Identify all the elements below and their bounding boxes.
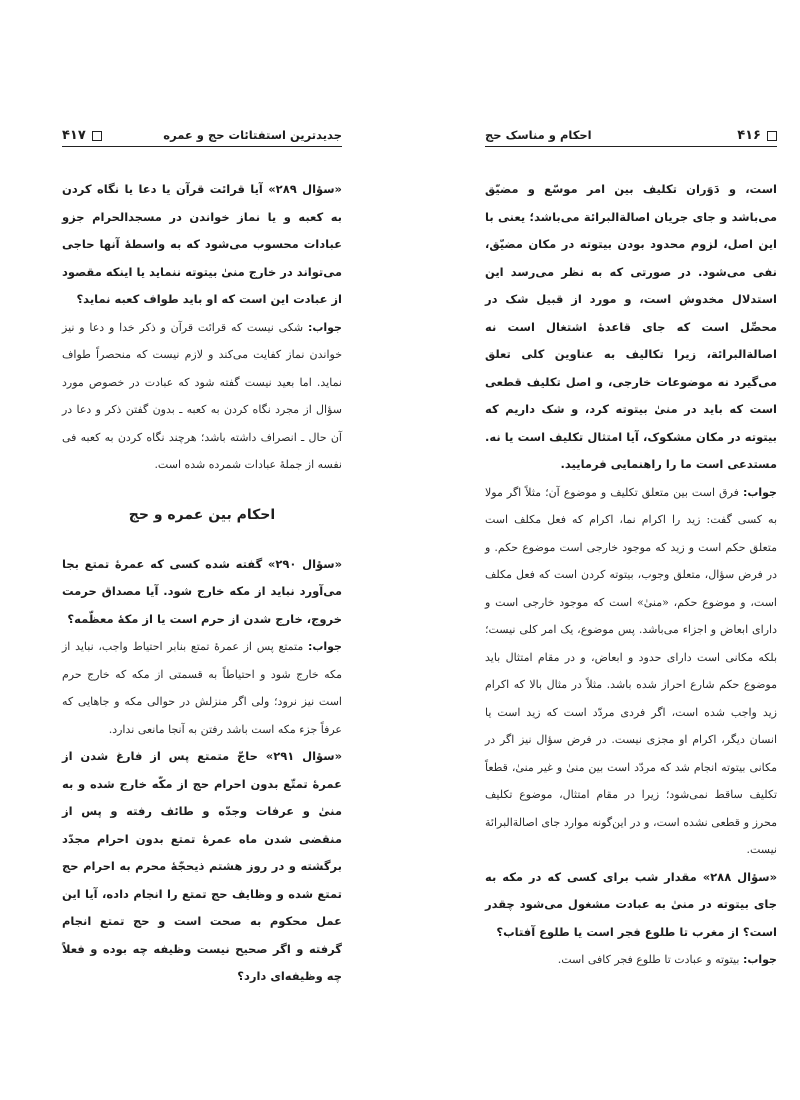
answer-text: بیتوته و عبادت تا طلوع فجر کافی است. bbox=[557, 953, 743, 966]
question-289: «سؤال ۲۸۹» آیا قرائت قرآن یا دعا یا نگاه کردن به کعبه و یا نماز خواندن در مسجدالحرام جزو عبادات محسوب می‌شود که به واسطهٔ آنها حاجی می‌تواند در خارج منیٰ بیتوته ننماید یا اینکه مقصود از عبادت این است که او باید طواف کعبه نماید؟ bbox=[61, 182, 342, 306]
answer-continued bbox=[485, 479, 777, 864]
answer-text: شکی نیست که قرائت قرآن و ذکر خدا و دعا و نیز خواندن نماز کفایت می‌کند و لازم نیست که منحصراً طواف نماید. اما بعید نیست گفته شود که عبادت در خصوص مورد سؤال از مجرد نگاه کردن به کعبه ـ بدون گفتن ذکر و دعا در آن حال ـ انصراف داشته باشد؛ هرچند نگاه کردن به کعبه فی نفسه از جملهٔ عبادات شمرده شده است. bbox=[62, 320, 342, 471]
page-body bbox=[485, 176, 777, 974]
answer-text: فرق است بین متعلق تکلیف و موضوع آن؛ مثلاً اگر مولا به کسی گفت: زید را اکرام نما، اکرام که فعل مکلف است متعلق حکم است و زید که موجود خارجی است موضوع حکم. و در فرض سؤال، متعلق وجوب، بیتوته کردن است که فعل مکلف است، و موضوع حکم، «منیٰ» است که موجود خارجی است و دارای ابعاض و اجزاء می‌باشد. پس موضوع، یک امر کلی نیست؛ بلکه مکانی است دارای حدود و ابعاض، و در مقام امتثال باید موضوع حکم شارع احراز شده باشد. مثلاً در مثال بالا که اکرام زید واجب شده است، اگر فردی مردّد است که زید است یا انسان دیگر، اکرام او مجزی نیست. در فرض سؤال نیز اگر در مکانی بیتوته انجام شد که مردّد است بین منیٰ و غیر منیٰ، قطعاً تکلیف ساقط نمی‌شود؛ زیرا در مقام امتثال، موضوع تکلیف محرز و قطعی نشده است، و در این‌گونه موارد جای اصالةالبرائة نیست. bbox=[485, 485, 777, 856]
answer-label: جواب: bbox=[307, 640, 342, 653]
answer-label: جواب: bbox=[742, 953, 777, 966]
running-title: احکام و مناسک حج bbox=[485, 128, 592, 142]
question-288: «سؤال ۲۸۸» مقدار شب برای کسی که در مکه به جای بیتوته در منیٰ به عبادت مشغول می‌شود چقدر است؟ از مغرب تا طلوع فجر است یا طلوع آفتاب؟ bbox=[485, 869, 778, 939]
answer-text: متمتع پس از عمرهٔ تمتع بنابر احتیاط واجب، نباید از مکه خارج شود و احتیاطاً به قسمتی از مکه که خارج حرم است نیز نرود؛ ولی اگر منزلش در حوالی مکه و جاهایی که عرفاً جزء مکه است باشد رفتن به آنجا مانعی ندارد. bbox=[62, 640, 342, 736]
right-page bbox=[400, 0, 800, 1100]
running-title: جدیدترین استفتائات حج و عمره bbox=[163, 128, 342, 142]
question-continued: است، و دَوَران تکلیف بین امر موسّع و مضیّق می‌باشد و جای جریان اصالةالبرائة می‌باشد؛ یعنی با این اصل، لزوم محدود بودن بیتوته در مکان مضیّق، نفی می‌شود. در صورتی که به نظر می‌رسد این استدلال مخدوش است، و مورد از قبیل شک در محصِّل است که جای قاعدهٔ اشتغال است نه اصالةالبرائة، زیرا تکالیف به عناوین کلی تعلق می‌گیرد نه موضوعات خارجی، و اصل تکلیف قطعی است که باید در منیٰ بیتوته کرد، و شک داریم که بیتوته در مکان مشکوک، آیا امتثال تکلیف است یا نه. مستدعی است ما را راهنمایی فرمایید. bbox=[485, 182, 777, 471]
square-bullet-icon bbox=[767, 131, 777, 141]
page-body bbox=[62, 176, 342, 991]
page-header bbox=[62, 120, 342, 147]
page-number-block bbox=[62, 128, 102, 146]
answer-label: جواب: bbox=[307, 320, 342, 334]
question-291: «سؤال ۲۹۱» حاجّ متمتع پس از فارغ شدن از عمرهٔ تمتّع بدون احرام حج از مکّه خارج شده و به منیٰ و عرفات وجدّه و طائف رفته و پس از منقضی شدن ماه عمرهٔ تمتع بدون احرام مجدّد برگشته و در روز هشتم ذیحجّهٔ محرم به احرام حج تمتع شده و وظایف حج تمتع را انجام داده، آیا این عمل محکوم به صحت است و حج تمتع انجام گرفته و اگر صحیح نیست وظیفه چه بوده و فعلاً چه وظیفه‌ای دارد؟ bbox=[62, 749, 342, 983]
answer-289 bbox=[62, 314, 342, 479]
square-bullet-icon bbox=[92, 131, 102, 141]
page-number-block bbox=[737, 128, 777, 146]
section-title: احکام بین عمره و حج bbox=[128, 506, 276, 523]
page-number: ۴۱۷ bbox=[62, 128, 86, 143]
answer-288 bbox=[485, 946, 777, 974]
answer-290 bbox=[62, 633, 342, 743]
page-number: ۴۱۶ bbox=[737, 128, 761, 143]
page-header bbox=[485, 120, 777, 147]
answer-label: جواب: bbox=[742, 485, 777, 499]
question-290: «سؤال ۲۹۰» گفته شده کسی که عمرهٔ تمتع بجا می‌آورد نباید از مکه خارج شود. آیا مصداق حرمت خروج، خارج شدن از حرم است یا از مکهٔ معظّمه؟ bbox=[62, 556, 343, 626]
